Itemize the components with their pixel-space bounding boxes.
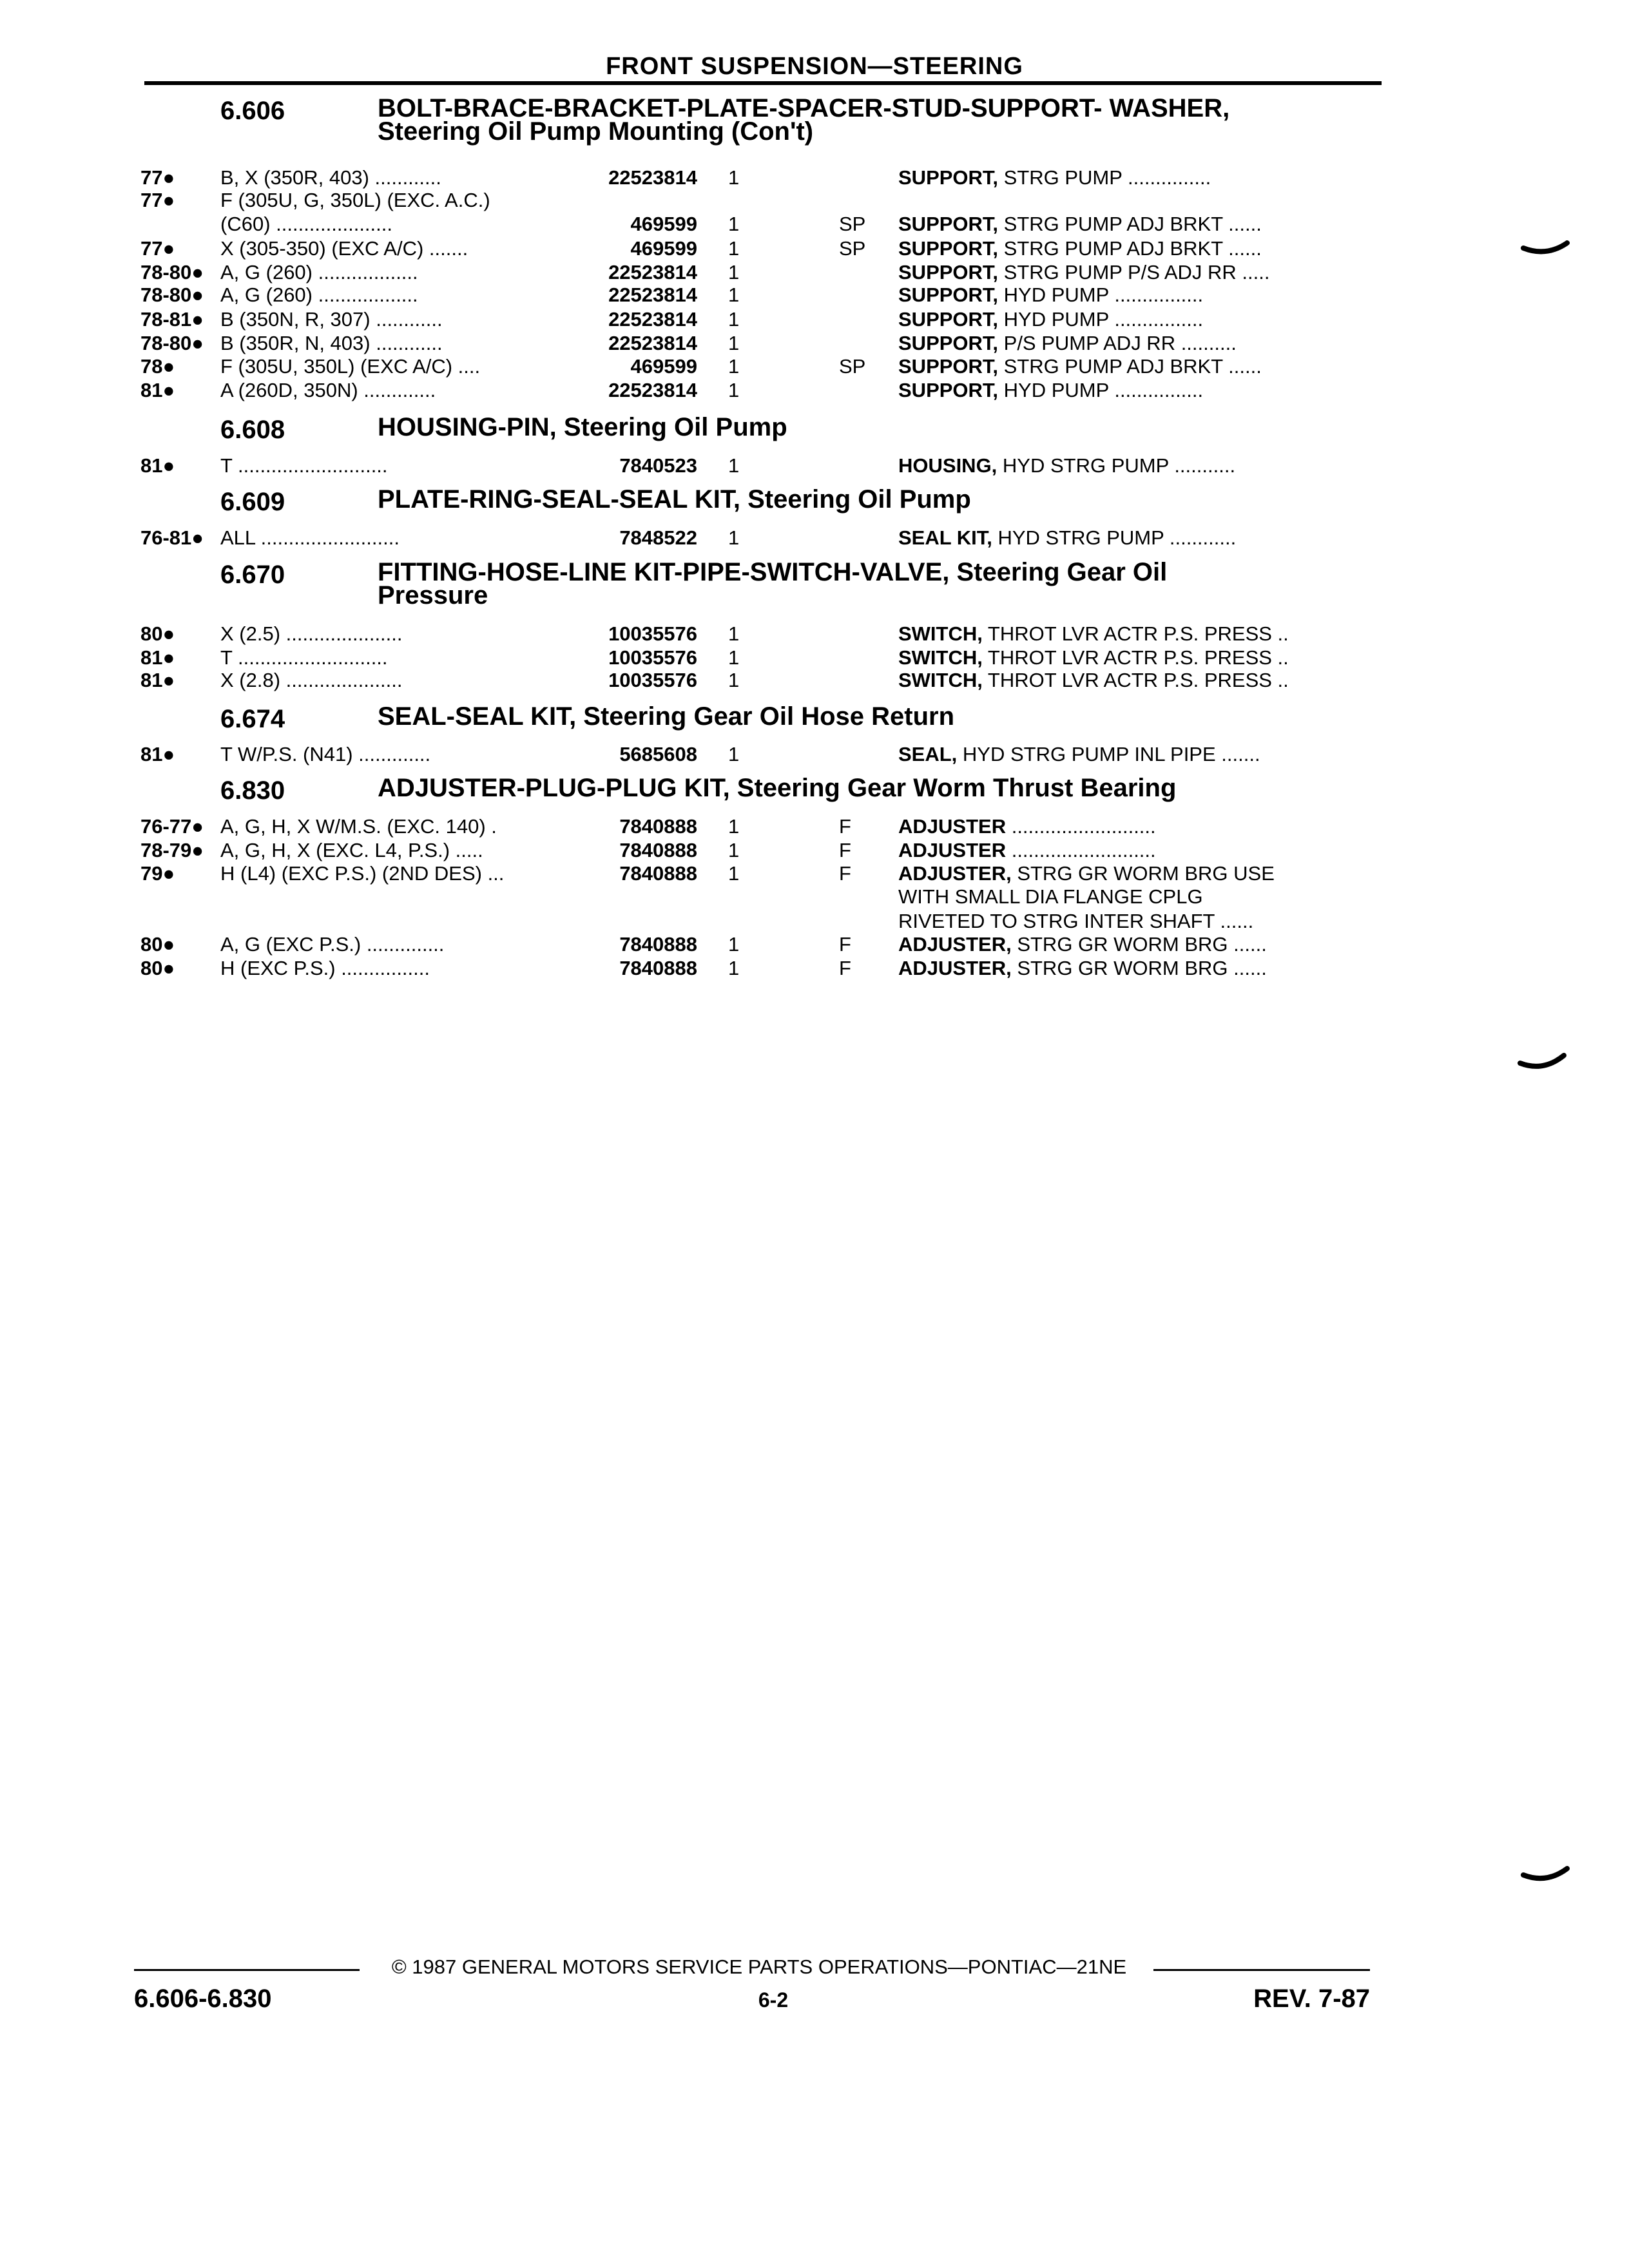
table-row xyxy=(0,213,1629,235)
table-row xyxy=(0,454,1629,476)
table-row xyxy=(0,743,1629,765)
section-number: 6.608 xyxy=(220,416,285,444)
part-number: 10035576 xyxy=(608,646,697,669)
part-name: SEAL KIT, xyxy=(898,526,992,549)
part-number: 22523814 xyxy=(608,379,697,401)
source-code: SP xyxy=(839,237,866,260)
model-application: A, G (260) .................. xyxy=(220,284,418,306)
part-description xyxy=(898,885,1369,908)
part-number: 22523814 xyxy=(608,284,697,306)
model-application: F (305U, 350L) (EXC A/C) .... xyxy=(220,355,481,378)
model-application: B, X (350R, 403) ............ xyxy=(220,166,441,189)
part-description xyxy=(898,166,1369,189)
part-number: 7840523 xyxy=(619,454,697,477)
part-detail: .......................... xyxy=(1006,815,1156,838)
footer-section-range: 6.606-6.830 xyxy=(134,1984,272,2013)
model-year: 81● xyxy=(140,646,175,669)
table-row xyxy=(0,669,1629,691)
part-name: SUPPORT, xyxy=(898,332,999,354)
part-number: 5685608 xyxy=(619,743,697,765)
part-detail: STRG GR WORM BRG ...... xyxy=(1011,933,1267,956)
model-application: B (350R, N, 403) ............ xyxy=(220,332,443,354)
part-description xyxy=(898,957,1369,980)
quantity: 1 xyxy=(728,669,740,691)
table-row xyxy=(0,815,1629,837)
part-detail: STRG PUMP ADJ BRKT ...... xyxy=(998,355,1262,378)
source-code: F xyxy=(839,957,851,979)
model-year: 78-80● xyxy=(140,261,204,284)
model-year: 78-80● xyxy=(140,284,204,306)
footer-page-number: 6-2 xyxy=(758,1988,789,2012)
model-year: 80● xyxy=(140,622,175,645)
model-application: A, G, H, X W/M.S. (EXC. 140) . xyxy=(220,815,497,838)
part-number: 7840888 xyxy=(619,815,697,838)
model-year: 81● xyxy=(140,743,175,765)
section-title: PLATE-RING-SEAL-SEAL KIT, Steering Oil Pump xyxy=(378,485,971,514)
part-number: 10035576 xyxy=(608,669,697,691)
quantity: 1 xyxy=(728,379,740,401)
table-row xyxy=(0,957,1629,979)
part-detail: HYD PUMP ................ xyxy=(998,308,1204,331)
model-application: H (EXC P.S.) ................ xyxy=(220,957,430,979)
part-description xyxy=(898,454,1369,477)
model-application: T ........................... xyxy=(220,646,388,669)
part-name: ADJUSTER xyxy=(898,815,1007,838)
footer-rule-left xyxy=(134,1969,360,1971)
section-number: 6.830 xyxy=(220,776,285,805)
table-row xyxy=(0,526,1629,548)
table-row xyxy=(0,839,1629,861)
part-description xyxy=(898,308,1369,331)
model-application: F (305U, G, 350L) (EXC. A.C.) xyxy=(220,189,490,211)
part-description xyxy=(898,237,1369,260)
section-number: 6.670 xyxy=(220,561,285,589)
section-number: 6.674 xyxy=(220,705,285,733)
part-description xyxy=(898,862,1369,885)
part-number: 22523814 xyxy=(608,308,697,331)
part-number: 469599 xyxy=(630,237,697,260)
section-title: ADJUSTER-PLUG-PLUG KIT, Steering Gear Worm Thrust Bearing xyxy=(378,774,1177,802)
quantity: 1 xyxy=(728,815,740,838)
part-detail: THROT LVR ACTR P.S. PRESS .. xyxy=(982,622,1289,645)
part-name: SWITCH, xyxy=(898,646,983,669)
quantity: 1 xyxy=(728,213,740,235)
part-detail: THROT LVR ACTR P.S. PRESS .. xyxy=(982,646,1289,669)
model-year: 80● xyxy=(140,957,175,979)
model-year: 76-81● xyxy=(140,526,204,549)
table-row xyxy=(0,933,1629,955)
quantity: 1 xyxy=(728,862,740,885)
model-application: X (305-350) (EXC A/C) ....... xyxy=(220,237,468,260)
model-year: 78-81● xyxy=(140,308,204,331)
model-application: T W/P.S. (N41) ............. xyxy=(220,743,431,765)
quantity: 1 xyxy=(728,237,740,260)
table-row xyxy=(0,862,1629,884)
part-detail: WITH SMALL DIA FLANGE CPLG xyxy=(898,885,1203,908)
part-name: ADJUSTER xyxy=(898,839,1007,861)
section-title: BOLT-BRACE-BRACKET-PLATE-SPACER-STUD-SUPPORT- WASHER, Steering Oil Pump Mounting (Con't) xyxy=(378,94,1230,146)
section-title: FITTING-HOSE-LINE KIT-PIPE-SWITCH-VALVE, Steering Gear Oil Pressure xyxy=(378,558,1168,610)
part-number: 469599 xyxy=(630,355,697,378)
part-detail: THROT LVR ACTR P.S. PRESS .. xyxy=(982,669,1289,691)
table-row xyxy=(0,622,1629,644)
quantity: 1 xyxy=(728,957,740,979)
section-number: 6.609 xyxy=(220,488,285,516)
part-detail: HYD PUMP ................ xyxy=(998,284,1204,306)
quantity: 1 xyxy=(728,355,740,378)
part-name: ADJUSTER, xyxy=(898,933,1012,956)
model-year: 77● xyxy=(140,237,175,260)
part-name: SUPPORT, xyxy=(898,213,999,235)
quantity: 1 xyxy=(728,839,740,861)
table-row xyxy=(0,379,1629,401)
footer-revision: REV. 7-87 xyxy=(1253,1984,1370,2013)
table-row xyxy=(0,910,1629,932)
part-detail: STRG PUMP ADJ BRKT ...... xyxy=(998,213,1262,235)
model-application: X (2.5) ..................... xyxy=(220,622,403,645)
part-name: ADJUSTER, xyxy=(898,862,1012,885)
section-title: SEAL-SEAL KIT, Steering Gear Oil Hose Return xyxy=(378,702,954,731)
part-number: 7848522 xyxy=(619,526,697,549)
part-description xyxy=(898,355,1369,378)
part-number: 22523814 xyxy=(608,332,697,354)
model-year: 77● xyxy=(140,189,175,211)
part-number: 469599 xyxy=(630,213,697,235)
model-year: 79● xyxy=(140,862,175,885)
model-application: X (2.8) ..................... xyxy=(220,669,403,691)
part-description xyxy=(898,379,1369,402)
part-detail: STRG GR WORM BRG ...... xyxy=(1011,957,1267,979)
part-name: SUPPORT, xyxy=(898,308,999,331)
part-name: SUPPORT, xyxy=(898,166,999,189)
table-row xyxy=(0,885,1629,907)
part-number: 7840888 xyxy=(619,839,697,861)
part-detail: .......................... xyxy=(1006,839,1156,861)
quantity: 1 xyxy=(728,284,740,306)
section-number: 6.606 xyxy=(220,97,285,125)
part-description xyxy=(898,839,1369,862)
part-name: SUPPORT, xyxy=(898,284,999,306)
binder-hole-mark-middle xyxy=(1518,1044,1569,1076)
part-name: SWITCH, xyxy=(898,669,983,691)
part-name: ADJUSTER, xyxy=(898,957,1012,979)
source-code: F xyxy=(839,815,851,838)
quantity: 1 xyxy=(728,933,740,956)
part-description xyxy=(898,910,1369,933)
part-detail: HYD STRG PUMP ............ xyxy=(992,526,1237,549)
table-row xyxy=(0,332,1629,354)
footer-rule-right xyxy=(1153,1969,1370,1971)
part-number: 7840888 xyxy=(619,933,697,956)
part-description xyxy=(898,332,1369,355)
quantity: 1 xyxy=(728,526,740,549)
model-year: 81● xyxy=(140,669,175,691)
table-row xyxy=(0,284,1629,305)
part-name: SUPPORT, xyxy=(898,355,999,378)
page-title: FRONT SUSPENSION—STEERING xyxy=(606,53,1023,80)
part-name: SUPPORT, xyxy=(898,261,999,284)
model-application: A, G, H, X (EXC. L4, P.S.) ..... xyxy=(220,839,483,861)
part-number: 10035576 xyxy=(608,622,697,645)
source-code: F xyxy=(839,839,851,861)
table-row xyxy=(0,308,1629,330)
part-description xyxy=(898,815,1369,838)
table-row xyxy=(0,646,1629,668)
model-application: ALL ......................... xyxy=(220,526,400,549)
model-year: 78-79● xyxy=(140,839,204,861)
binder-hole-mark-top xyxy=(1521,229,1572,261)
part-name: SUPPORT, xyxy=(898,237,999,260)
model-application: A, G (EXC P.S.) .............. xyxy=(220,933,445,956)
part-name: HOUSING, xyxy=(898,454,998,477)
quantity: 1 xyxy=(728,646,740,669)
part-name: SUPPORT, xyxy=(898,379,999,401)
model-year: 81● xyxy=(140,454,175,477)
part-number: 7840888 xyxy=(619,862,697,885)
part-description xyxy=(898,526,1369,550)
part-description xyxy=(898,622,1369,646)
quantity: 1 xyxy=(728,166,740,189)
model-application: A, G (260) .................. xyxy=(220,261,418,284)
part-detail: HYD STRG PUMP ........... xyxy=(997,454,1236,477)
model-application: A (260D, 350N) ............. xyxy=(220,379,436,401)
source-code: F xyxy=(839,933,851,956)
quantity: 1 xyxy=(728,454,740,477)
table-row xyxy=(0,166,1629,188)
part-detail: HYD STRG PUMP INL PIPE ....... xyxy=(957,743,1260,765)
source-code: SP xyxy=(839,213,866,235)
binder-hole-mark-bottom xyxy=(1521,1856,1572,1888)
part-description xyxy=(898,669,1369,692)
model-year: 78● xyxy=(140,355,175,378)
model-application: H (L4) (EXC P.S.) (2ND DES) ... xyxy=(220,862,505,885)
part-detail: RIVETED TO STRG INTER SHAFT ...... xyxy=(898,910,1254,932)
part-detail: STRG GR WORM BRG USE xyxy=(1011,862,1275,885)
quantity: 1 xyxy=(728,308,740,331)
table-row xyxy=(0,189,1629,211)
quantity: 1 xyxy=(728,622,740,645)
model-application: (C60) ..................... xyxy=(220,213,392,235)
model-application: T ........................... xyxy=(220,454,388,477)
model-year: 80● xyxy=(140,933,175,956)
part-detail: P/S PUMP ADJ RR .......... xyxy=(998,332,1237,354)
part-detail: STRG PUMP ............... xyxy=(998,166,1211,189)
model-application: B (350N, R, 307) ............ xyxy=(220,308,443,331)
model-year: 76-77● xyxy=(140,815,204,838)
part-description xyxy=(898,743,1369,766)
model-year: 81● xyxy=(140,379,175,401)
part-description xyxy=(898,284,1369,307)
part-description xyxy=(898,933,1369,956)
section-title: HOUSING-PIN, Steering Oil Pump xyxy=(378,413,787,441)
quantity: 1 xyxy=(728,743,740,765)
part-description xyxy=(898,213,1369,236)
source-code: SP xyxy=(839,355,866,378)
part-detail: HYD PUMP ................ xyxy=(998,379,1204,401)
model-year: 77● xyxy=(140,166,175,189)
part-number: 22523814 xyxy=(608,261,697,284)
table-row xyxy=(0,355,1629,377)
quantity: 1 xyxy=(728,261,740,284)
source-code: F xyxy=(839,862,851,885)
part-description xyxy=(898,646,1369,669)
quantity: 1 xyxy=(728,332,740,354)
table-row xyxy=(0,261,1629,283)
part-description xyxy=(898,261,1369,284)
part-detail: STRG PUMP P/S ADJ RR ..... xyxy=(998,261,1270,284)
footer-copyright: © 1987 GENERAL MOTORS SERVICE PARTS OPERATIONS—PONTIAC—21NE xyxy=(391,1956,1127,1978)
part-name: SEAL, xyxy=(898,743,958,765)
part-number: 22523814 xyxy=(608,166,697,189)
part-detail: STRG PUMP ADJ BRKT ...... xyxy=(998,237,1262,260)
part-name: SWITCH, xyxy=(898,622,983,645)
table-row xyxy=(0,237,1629,259)
part-number: 7840888 xyxy=(619,957,697,979)
model-year: 78-80● xyxy=(140,332,204,354)
